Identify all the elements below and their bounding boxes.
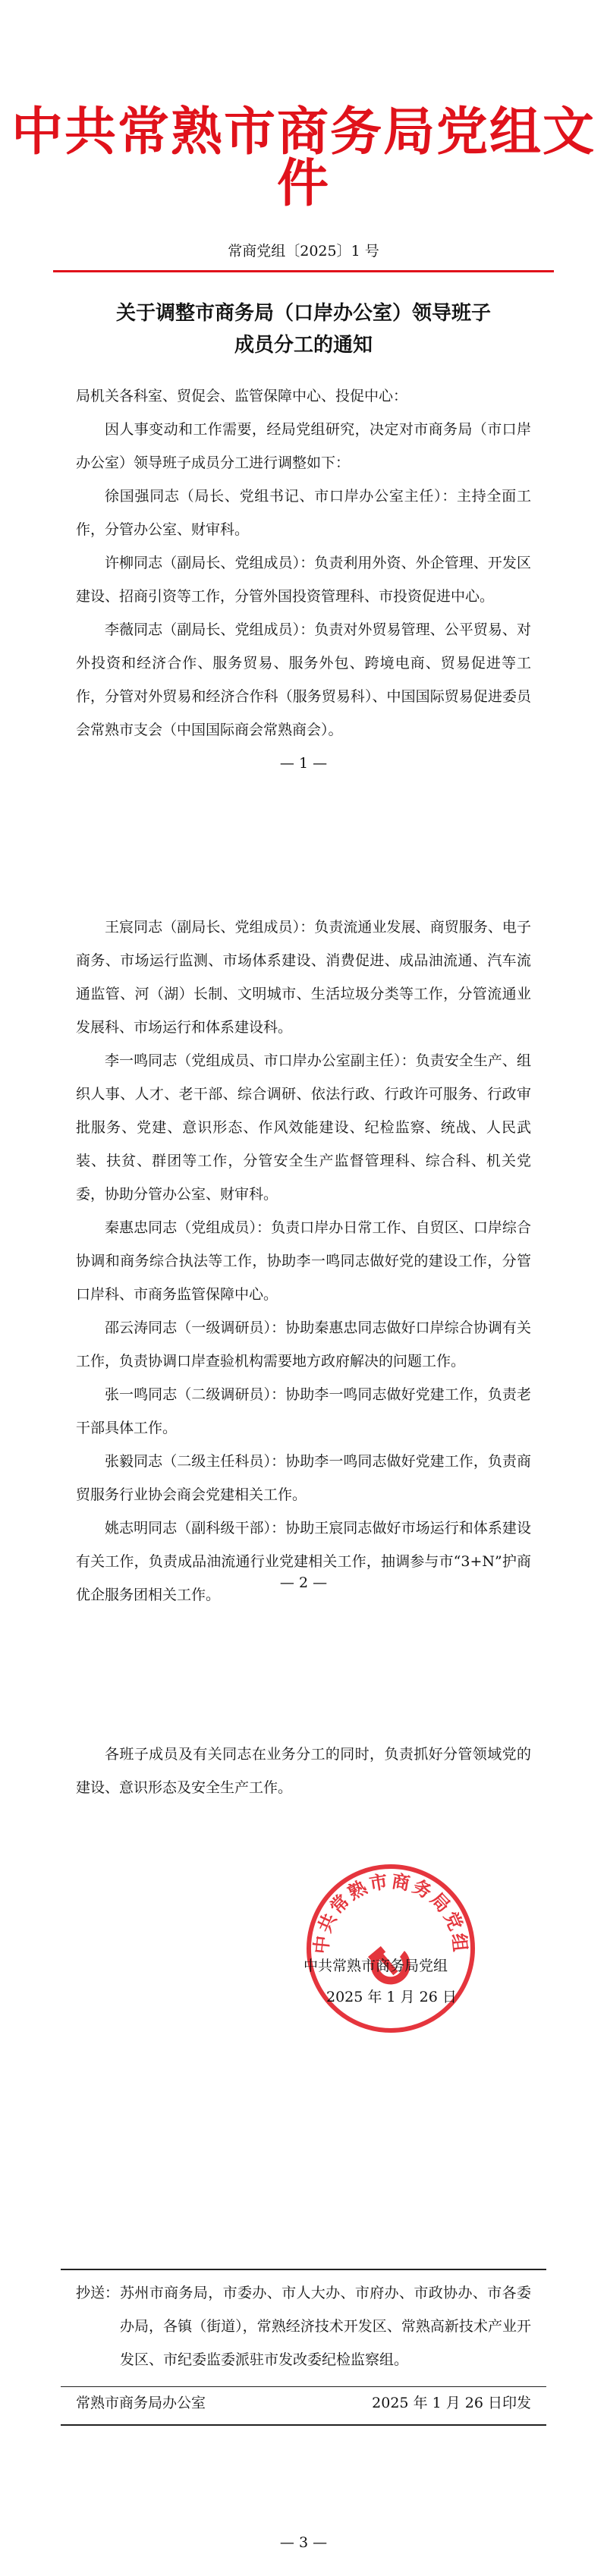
intro-paragraph: 因人事变动和工作需要，经局党组研究，决定对市商务局（市口岸办公室）领导班子成员分工进行调整如下： (76, 421, 531, 471)
official-name: 秦惠忠同志（党组成员）： (105, 1219, 272, 1236)
title-line-2: 成员分工的通知 (234, 334, 373, 357)
duty-paragraph (76, 1511, 531, 1612)
official-name: 姚志明同志（副科级干部）： (105, 1520, 286, 1536)
duty-paragraph (76, 546, 531, 613)
official-duty: 负责流通业发展、商贸服务、电子商务、市场运行监测、市场体系建设、消费促进、成品油流通、汽车流通监管、河（湖）长制、文明城市、生活垃圾分类等工作，分管流通业发展科、市场运行和体系建设科。 (76, 919, 531, 1036)
page-number-1: — 1 — (279, 755, 328, 772)
seal-text: 中共常熟市商务局党组 (310, 1870, 471, 1955)
official-name: 邵云涛同志（一级调研员）： (105, 1319, 286, 1336)
duty-paragraph (76, 1044, 531, 1211)
duty-paragraph (76, 480, 531, 546)
official-duty: 负责口岸办日常工作、自贸区、口岸综合协调和商务综合执法等工作，协助李一鸣同志做好党的建设工作，分管口岸科、市商务监管保障中心。 (76, 1219, 531, 1303)
issue-date: 2025 年 1 月 26 日印发 (372, 2395, 531, 2411)
official-duty: 协助李一鸣同志做好党建工作，负责商贸服务行业协会商会党建相关工作。 (76, 1453, 531, 1503)
document-number: 常商党组〔2025〕1 号 (228, 243, 379, 259)
official-name: 李薇同志（副局长、党组成员）： (105, 621, 315, 638)
duty-paragraph (76, 1445, 531, 1511)
cc-top-rule (61, 2269, 546, 2270)
official-duty: 协助秦惠忠同志做好口岸综合协调有关工作，负责协调口岸查验机构需要地方政府解决的问题工作。 (76, 1319, 531, 1370)
cc-bottom-rule (61, 2386, 546, 2387)
cc-block (76, 2276, 531, 2376)
official-duty: 协助王宸同志做好市场运行和体系建设有关工作，负责成品油流通行业党建相关工作，抽调参与市“3+N”护商优企服务团相关工作。 (76, 1520, 531, 1603)
official-name: 李一鸣同志（党组成员、市口岸办公室副主任）： (105, 1052, 416, 1069)
official-name: 王宸同志（副局长、党组成员）： (105, 919, 315, 936)
page1-body (76, 379, 531, 747)
official-duty: 负责对外贸易管理、公平贸易、对外投资和经济合作、服务贸易、服务外包、跨境电商、贸易促进等工作，分管对外贸易和经济合作科（服务贸易科）、中国国际贸易促进委员会常熟市支会（中国国际商会常熟商会）。 (76, 621, 531, 738)
svg-text:中共常熟市商务局党组 (310, 1870, 471, 1955)
page-number-2: — 2 — (279, 1574, 328, 1591)
issuing-office: 常熟市商务局办公室 (76, 2395, 206, 2411)
official-duty: 主持全面工作，分管办公室、财审科。 (76, 488, 531, 538)
duty-paragraph (76, 911, 531, 1044)
page3-body (76, 1738, 531, 1804)
red-divider (53, 270, 554, 272)
closing-paragraph: 各班子成员及有关同志在业务分工的同时，负责抓好分管领域党的建设、意识形态及安全生产工作。 (76, 1746, 531, 1796)
document-banner: 中共常熟市商务局党组文件 (11, 102, 596, 214)
document-title (0, 297, 607, 361)
official-name: 许柳同志（副局长、党组成员）： (105, 555, 315, 571)
page-number-3: — 3 — (279, 2534, 328, 2551)
duty-paragraph (76, 613, 531, 747)
official-name: 张一鸣同志（二级调研员）： (105, 1386, 286, 1403)
official-duty: 负责安全生产、组织人事、人才、老干部、综合调研、依法行政、行政许可服务、行政审批服务、党建、意识形态、作风效能建设、纪检监察、统战、人民武装、扶贫、群团等工作，分管安全生产监督管理科、综合科、机关党委，协助分管办公室、财审科。 (76, 1052, 531, 1203)
cc-label: 抄送： (76, 2285, 120, 2301)
official-name: 张毅同志（二级主任科员）： (105, 1453, 286, 1470)
duty-paragraph (76, 1378, 531, 1445)
issue-bottom-rule (61, 2424, 546, 2426)
title-line-1: 关于调整市商务局（口岸办公室）领导班子 (115, 302, 491, 325)
signature-date: 2025 年 1 月 26 日 (326, 1989, 457, 2005)
official-duty: 协助李一鸣同志做好党建工作，负责老干部具体工作。 (76, 1386, 531, 1436)
duty-paragraph (76, 1311, 531, 1378)
signature-organization: 中共常熟市商务局党组 (304, 1958, 448, 1974)
official-duty: 负责利用外资、外企管理、开发区建设、招商引资等工作，分管外国投资管理科、市投资促进中心。 (76, 555, 531, 605)
official-seal (304, 1861, 478, 2036)
addressee: 局机关各科室、贸促会、监管保障中心、投促中心： (76, 388, 408, 404)
cc-content: 苏州市商务局，市委办、市人大办、市府办、市政协办、市各委办局，各镇（街道），常熟经济技术开发区、常熟高新技术产业开发区、市纪委监委派驻市发改委纪检监察组。 (120, 2285, 531, 2368)
official-name: 徐国强同志（局长、党组书记、市口岸办公室主任）： (105, 488, 458, 505)
page2-body (76, 911, 531, 1612)
duty-paragraph (76, 1211, 531, 1311)
